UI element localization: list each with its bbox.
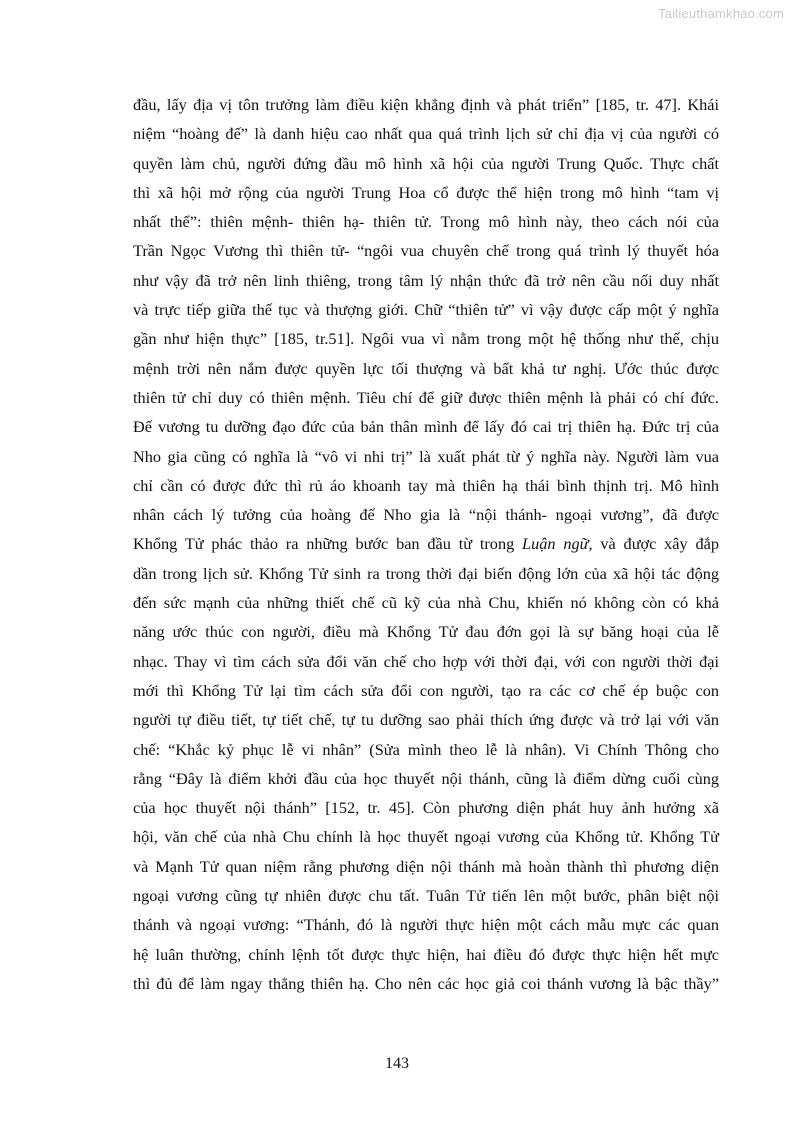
text-line: mới thì Khổng Tử lại tìm cách sửa đổi con người, tạo ra các cơ chế ép buộc con	[133, 680, 719, 700]
text-run: Khổng Tử phác thảo ra những bước ban đầu từ trong	[133, 534, 523, 554]
text-line: ngoại vương cũng tự nhiên được chu tất. Tuân Tử tiến lên một bước, phân biệt nội	[133, 886, 719, 906]
text-line: và Mạnh Tử quan niệm rằng phương diện nội thánh mà hoàn thành thì phương diện	[133, 856, 719, 876]
text-line: thì đủ để làm ngay thẳng thiên hạ. Cho nên các học giả coi thánh vương là bậc thầy”	[133, 973, 719, 993]
text-line: đầu, lấy địa vị tôn trưởng làm điều kiện khẳng định và phát triển” [185, tr. 47]. Khái	[133, 95, 719, 114]
text-line: nhất thể”: thiên mệnh- thiên hạ- thiên tử. Trong mô hình này, theo cách nói của	[133, 212, 719, 232]
text-line: của học thuyết nội thánh” [152, tr. 45]. Còn phương diện phát huy ảnh hưởng xã	[133, 798, 719, 818]
text-line: thánh và ngoại vương: “Thánh, đó là người thực hiện một cách mẫu mực các quan	[133, 915, 719, 935]
body-text	[133, 90, 719, 998]
text-line: thiên tử chỉ duy có thiên mệnh. Tiêu chí để giữ được thiên mệnh là phải có chí đức.	[133, 387, 719, 407]
text-line: gần như hiện thực” [185, tr.51]. Ngôi vua vì nằm trong một hệ thống như thế, chịu	[133, 329, 719, 349]
text-line: hội, văn chế của nhà Chu chính là học thuyết ngoại vương của Khổng tử. Khổng Tử	[133, 827, 719, 847]
text-line: quyền làm chủ, người đứng đầu mô hình xã hội của người Trung Quốc. Thực chất	[133, 153, 719, 173]
text-line: Đế vương tu dưỡng đạo đức của bản thân mình để lấy đó cai trị thiên hạ. Đức trị của	[133, 417, 719, 437]
text-line: Nho gia cũng có nghĩa là “vô vi nhi trị” là xuất phát từ ý nghĩa này. Người làm vua	[133, 446, 719, 466]
text-line: như vậy đã trở nên linh thiêng, trong tâm lý nhận thức đã trở nên cầu nối duy nhất	[133, 270, 719, 290]
text-line: nhạc. Thay vì tìm cách sửa đổi văn chế cho hợp với thời đại, với con người thời đại	[133, 651, 719, 671]
text-line: nhân cách lý tưởng của hoàng đế Nho gia là “nội thánh- ngoại vương”, đã được	[133, 505, 719, 525]
text-line: và trực tiếp giữa thế tục và thượng giới. Chữ “thiên tử” vì vậy được cấp một ý nghĩa	[133, 300, 719, 320]
book-title: Luận ngữ	[522, 534, 589, 554]
text-line	[133, 529, 719, 558]
text-line: đến sức mạnh của những thiết chế cũ kỹ của nhà Chu, khiến nó không còn có khả	[133, 593, 719, 613]
text-run: , và được xây đắp	[588, 534, 719, 554]
text-line: thì xã hội mở rộng của người Trung Hoa cổ được thể hiện trong mô hình “tam vị	[133, 182, 719, 202]
watermark: Tailieuthamkhao.com	[658, 6, 784, 21]
text-line: rằng “Đây là điểm khởi đầu của học thuyết nội thánh, cũng là điểm dừng cuối cùng	[133, 768, 719, 788]
text-line: chỉ cần có được đức thì rủ áo khoanh tay mà thiên hạ thái bình thịnh trị. Mô hình	[133, 475, 719, 495]
text-line: niệm “hoàng đế” là danh hiệu cao nhất qua quá trình lịch sử chỉ địa vị của người có	[133, 124, 719, 144]
text-line: người tự điều tiết, tự tiết chế, tự tu dưỡng sao phải thích ứng được và trở lại với văn	[133, 710, 719, 730]
text-line: chế: “Khắc kỷ phục lễ vi nhân” (Sửa mình theo lễ là nhân). Vi Chính Thông cho	[133, 739, 719, 759]
text-line: dần trong lịch sử. Khổng Tử sinh ra trong thời đại biến động lớn của xã hội tác động	[133, 563, 719, 583]
text-line: mệnh trời nên nắm được quyền lực tối thượng và bất khả tư nghị. Ước thúc được	[133, 358, 719, 378]
text-line: năng ước thúc con người, điều mà Khổng Tử đau đớn gọi là sự băng hoại của lễ	[133, 622, 719, 642]
page-number: 143	[385, 1055, 409, 1072]
text-line: Trần Ngọc Vương thì thiên tử- “ngôi vua chuyên chế trong quá trình lý thuyết hóa	[133, 241, 719, 261]
text-line: hệ luân thường, chính lệnh tốt được thực hiện, hai điều đó được thực hiện hết mực	[133, 944, 719, 964]
